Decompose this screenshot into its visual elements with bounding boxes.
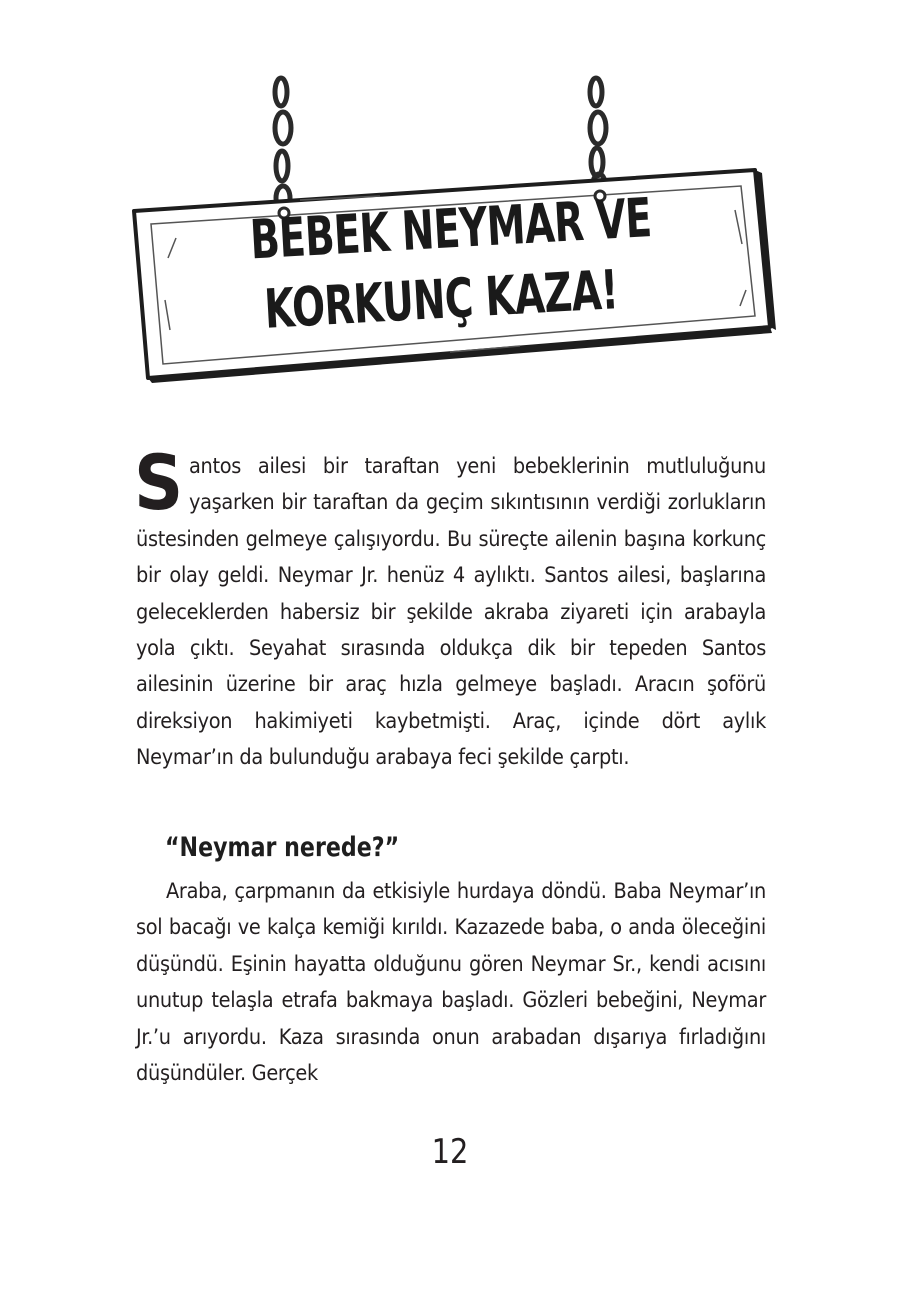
drop-cap: S [134,438,183,527]
chapter-title [176,181,705,380]
page-number: 12 [431,1132,469,1172]
paragraph-1-text: antos ailesi bir taraftan yeni bebeklerinin mutluluğunu yaşarken bir taraftan da geçim sıkıntısının verdiği zorlukların üstesinden gelmeye çalışıyordu. Bu süreçte ailenin başına korkunç bir olay geldi. Neymar Jr. henüz 4 aylıktı. Santos ailesi, başlarına geleceklerden habersiz bir şekilde akraba ziyareti için arabayla yola çıktı. Seyahat sırasında oldukça dik bir tepeden Santos ailesinin üzerine bir araç hızla gelmeye başladı. Aracın şoförü direksiyon hakimiyeti kaybetmişti. Araç, içinde dört aylık Neymar’ın da bulunduğu arabaya feci şekilde çarptı. [136,454,766,771]
paragraph-2: Araba, çarpmanın da etkisiyle hurdaya döndü. Baba Neymar’ın sol bacağı ve kalça kemiği kırıldı. Kazazede baba, o anda öleceğini düşündü. Eşinin hayatta olduğunu gören Neymar Sr., kendi acısını unutup telaşla etrafa bakmaya başladı. Gözleri bebeğini, Neymar Jr.’u arıyordu. Kaza sırasında onun arabadan dışarıya fırladığını düşündüler. Gerçek [136,879,766,1087]
left-chain [275,78,291,218]
chapter-title-line2: KORKUNÇ KAZA! [262,258,620,341]
chapter-title-line1: BEBEK NEYMAR VE [248,186,653,272]
section-subheading: “Neymar nerede?” [165,832,400,863]
paragraph-1 [134,438,766,777]
title-sign [0,0,900,420]
